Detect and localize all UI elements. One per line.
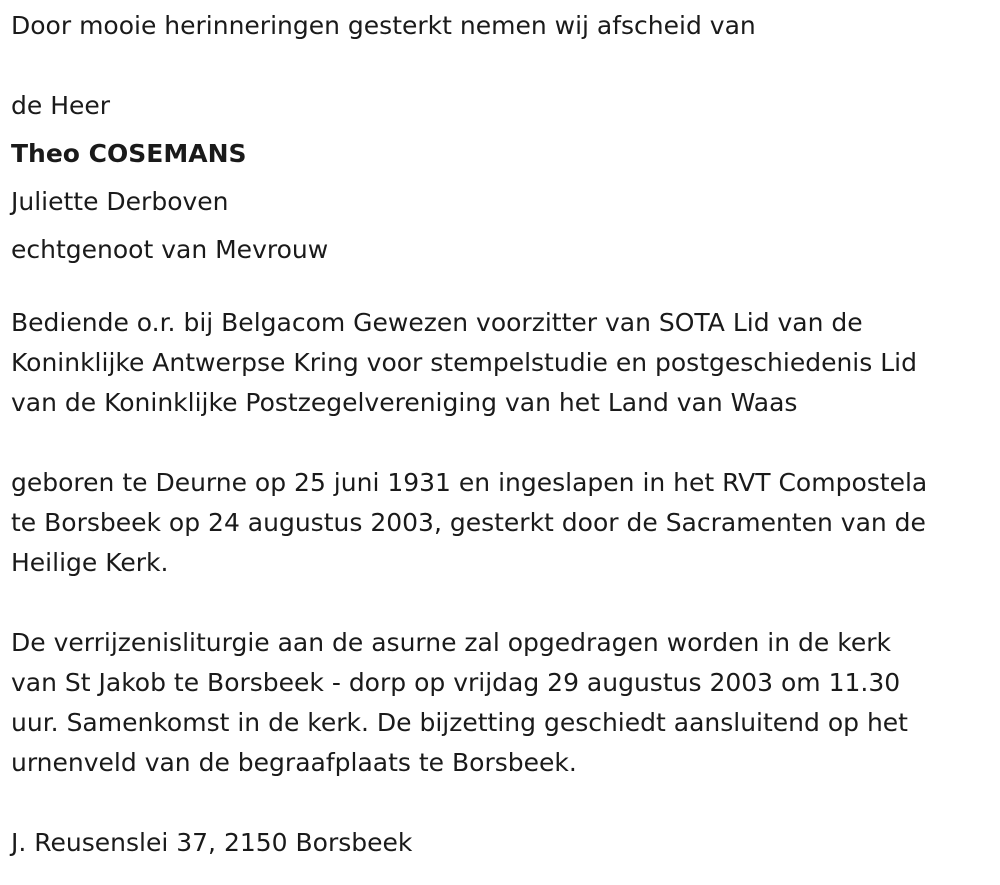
deceased-name: Theo COSEMANS <box>11 139 247 168</box>
funeral-line: uur. Samenkomst in de kerk. De bijzetting geschiedt aansluitend op het <box>11 708 908 737</box>
career-paragraph <box>11 303 991 423</box>
life-paragraph <box>11 463 991 583</box>
life-line: geboren te Deurne op 25 juni 1931 en ingeslapen in het RVT Compostela <box>11 468 928 497</box>
funeral-paragraph <box>11 623 991 783</box>
career-line: Koninklijke Antwerpse Kring voor stempelstudie en postgeschiedenis Lid <box>11 348 917 377</box>
funeral-line: De verrijzenisliturgie aan de asurne zal opgedragen worden in de kerk <box>11 628 891 657</box>
life-line: te Borsbeek op 24 augustus 2003, gesterkt door de Sacramenten van de <box>11 508 926 537</box>
relation-text: echtgenoot van Mevrouw <box>11 235 329 264</box>
honorific: de Heer <box>11 91 111 120</box>
intro-text: Door mooie herinneringen gesterkt nemen wij afscheid van <box>11 11 756 40</box>
spouse-name: Juliette Derboven <box>11 187 229 216</box>
funeral-line: van St Jakob te Borsbeek - dorp op vrijdag 29 augustus 2003 om 11.30 <box>11 668 901 697</box>
death-notice <box>11 0 991 863</box>
funeral-line: urnenveld van de begraafplaats te Borsbeek. <box>11 748 577 777</box>
life-line: Heilige Kerk. <box>11 548 169 577</box>
career-line: van de Koninklijke Postzegelvereniging van het Land van Waas <box>11 388 798 417</box>
address-text: J. Reusenslei 37, 2150 Borsbeek <box>11 828 413 857</box>
career-line: Bediende o.r. bij Belgacom Gewezen voorzitter van SOTA Lid van de <box>11 308 863 337</box>
